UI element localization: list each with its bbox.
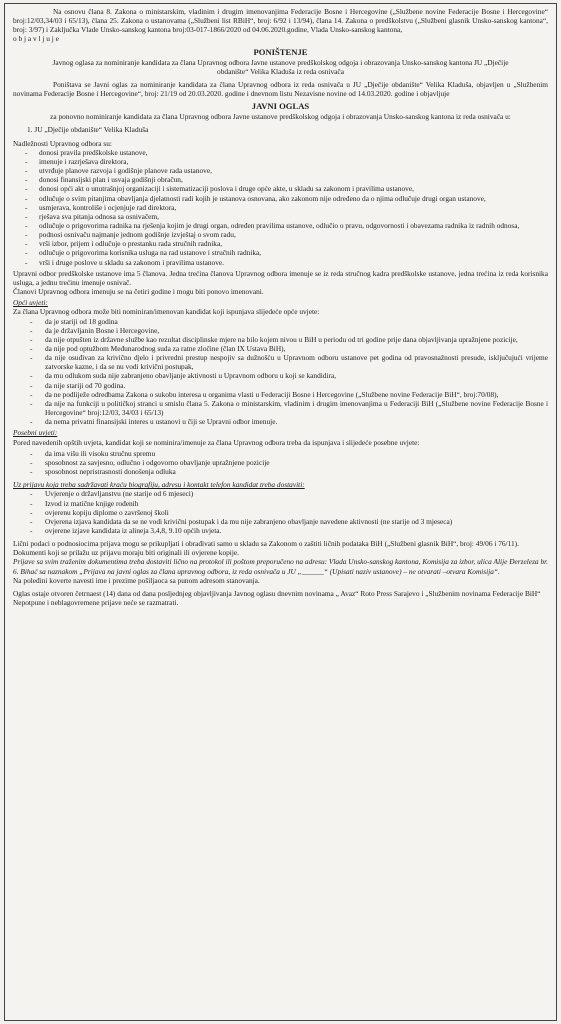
list-item: - da je državljanin Bosne i Hercegovine, — [13, 326, 548, 335]
list-item: - imenuje i razrješava direktora, — [13, 157, 548, 166]
personal-data-text: Lični podaci o podnosiocima prijava mogu se prikupljati i obrađivati samo u skladu sa Zakonom o zaštiti ličnih podataka BiH („Službeni glasnik BiH“, broj: 49/06 i 76/11). — [13, 539, 519, 549]
publishes-word: o b j a v l j u j e — [13, 34, 59, 44]
list-item: - donosi opći akt o unutrašnjoj organizaciji i sistematizaciji poslova i druge opće akte, u skladu sa zakonom i pravilima ustanove, — [13, 184, 548, 193]
institution-name: 1. JU „Dječije obdanište“ Velika Kladuša — [27, 125, 149, 135]
list-item: - podnosi osnivaču najmanje jednom godišnje izvještaj o svom radu, — [13, 230, 548, 239]
list-item: - ovjerenu kopiju diplome o završenoj školi — [13, 508, 548, 517]
list-item: - usmjerava, kontroliše i ocjenjuje rad direktora, — [13, 203, 548, 212]
list-item: - rješava sva pitanja odnosa sa osnivačem, — [13, 212, 548, 221]
list-item: - vrši i druge poslove u skladu sa zakonom i pravilima ustanove. — [13, 258, 548, 267]
competences-list — [13, 148, 548, 267]
envelope-text: Na poleđini koverte navesti ime i prezime pošiljaoca sa punom adresom stanovanja. — [13, 575, 260, 585]
annulment-text: Poništava se Javni oglas za nominiranje kandidata za člana Upravnog odbora iz reda osnivača u JU „Dječije obdanište“ Velika Kladuša, objavljen u „Službenim novinama Federacije Bosne i Hercegovine“, broj: 21/19 od 20.03.2020. godine i dnevnom listu Nezavisne novine od 14.03.2020. godine i objavljuje — [13, 79, 548, 99]
list-item: - da nije stariji od 70 godina. — [13, 381, 548, 390]
list-item: - da nije otpušten iz državne službe kao rezultat disciplinske mjere na bilo kojem nivou u BiH u periodu od tri godine prije dana objavljivanja upražnjene pozicije, — [13, 335, 548, 344]
incomplete-applications-text: Nepotpune i neblagovremene prijave neće se razmatrati. — [13, 598, 179, 608]
list-item: - da ima višu ili visoku stručnu spremu — [13, 449, 548, 458]
open-period-text: Oglas ostaje otvoren četrnaest (14) dana od dana posljednjeg objavljivanja Javnog oglasu dnevnim novinama „ Avaz“ Roto Press Sarajevo i „Službenim novinama Federacije BiH“ — [13, 588, 541, 598]
list-item: - sposobnost nepristrasnosti donošenja odluka — [13, 467, 548, 476]
documents-list — [13, 489, 548, 535]
annulment-subtitle: Javnog oglasa za nominiranje kandidata za člana Upravnog odbora Javne ustanove predškolskog odgoja i obrazovanja Unsko-sanskog kantona JU „Dječije obdanište“ Velika Kladuša iz reda osnivača — [52, 57, 509, 76]
list-item: - da nije pod optužbom Međunarodnog suda za ratne zločine (član IX Ustava BiH), — [13, 344, 548, 353]
list-item: - da je stariji od 18 godina — [13, 317, 548, 326]
general-conditions-heading: Opći uvjeti: — [13, 298, 48, 308]
special-conditions-list — [13, 449, 548, 476]
list-item: - Izvod iz matične knjige rođenih — [13, 499, 548, 508]
general-conditions-list — [13, 317, 548, 427]
list-item: - da ne podliježe odredbama Zakona o sukobu interesa u organima vlasti u Federaciji Bosne i Hercegovine („Službene novine Federacije BiH“, broj:70/08), — [13, 390, 548, 399]
annulment-title: PONIŠTENJE — [253, 46, 308, 57]
special-conditions-heading: Posebni uvjeti: — [13, 428, 58, 438]
list-item: - Ovjerena izjava kandidata da se ne vodi krivični postupak i da mu nije zabranjeno obavljanje navedene aktivnosti (ne starije od 3 mjeseca) — [13, 517, 548, 526]
list-item: - sposobnost za savjesno, odlučno i odgovorno obavljanje upražnjene pozicije — [13, 458, 548, 467]
composition-text: Upravni odbor predškolske ustanove ima 5 članova. Jedna trećina članova Upravnog odbora imenuje se iz reda stručnog kadra predškolske ustanove, jedna trećina iz reda korisnika usluga, a jednu trećinu imenuje osnivač. — [13, 268, 548, 287]
intro-paragraph: Na osnovu člana 8. Zakona o ministarskim, vladinim i drugim imenovanjima Federacije Bosne i Hercegovine („Službene novine Federacije Bosne i Hercegovine“ broj:12/03,34/03 i 65/13), člana 25. Zakona o ustanovama („Službeni list RBiH“, broj: 6/92 i 13/94), člana 14. Zakona o predškolstvu („Službeni glasnik Unsko-sanskog kantona“, broj: 3/97) i Zaključka Vlade Unsko-sanskog kantona broj:03-017-1866/2020 od 04.06.2020.godine, Vlada Unsko-sanskog kantona, — [13, 7, 548, 35]
list-item: - odlučuje o prigovorima radnika na rješenja kojim je drugi organ, određen pravilima ustanove, odlučio o pravu, odgovornosti i obavezama radnika iz radnih odnosa, — [13, 221, 548, 230]
list-item: - vrši izbor, prijem i odlučuje o prestanku rada stručnih radnika, — [13, 239, 548, 248]
term-text: Članovi Upravnog odbora imenuju se na četiri godine i mogu biti ponovo imenovani. — [13, 287, 264, 297]
list-item: - da nema privatni finansijski interes u ustanovi u čiji se Upravni odbor imenuje. — [13, 417, 548, 426]
documents-heading: Uz prijavu koja treba sadržavati kraću biografiju, adresu i kontakt telefon kandidat treba dostaviti: — [13, 480, 305, 490]
list-item: - ovjerene izjave kandidata iz alineja 3,4,8, 9.10 općih uvjeta. — [13, 526, 548, 535]
notice-title: JAVNI OGLAS — [251, 101, 310, 112]
list-item: - da mu odlukom suda nije zabranjeno obavljanje aktivnosti u Upravnom odboru u koji se kandidira, — [13, 371, 548, 380]
notice-subtitle: za ponovno nominiranje kandidata za člana Upravnog odbora Javne ustanove predškolskog odgoja i obrazovanja Unsko-sanskog kantona iz reda osnivača u: — [50, 112, 511, 122]
special-conditions-intro: Pored navedenih opštih uvjeta, kandidat koji se nominira/imenuje za člana Upravnog odbora treba da ispunjava i slijedeće posebne uvjete: — [13, 437, 420, 447]
list-item: - donosi finansijski plan i usvaja godišnji obračun, — [13, 175, 548, 184]
list-item: - da nije osuđivan za krivično djelo i privredni prestup nespojiv sa dužnošću u Upravnom odboru ustanove pet godina od pravosnažnosti presude, isključujući vrijeme zatvorske kazne, i da se nu vodi krivični postupak, — [13, 353, 548, 371]
list-item: - utvrđuje planove razvoja i godišnje planove rada ustanove, — [13, 166, 548, 175]
list-item: - donosi pravila predškolske ustanove, — [13, 148, 548, 157]
competences-heading: Nadležnosti Upravnog odbora su: — [13, 138, 112, 148]
list-item: - odlučuje o prigovorima korisnika usluga na rad ustanove i stručnih radnika, — [13, 248, 548, 257]
submission-text: Prijave sa svim traženim dokumentima treba dostaviti lično na protokol ili poštom preporučeno na adresu: Vlada Unsko-sanskog kantona, Komisija za izbor, ulica Alije Đerzeleza br. 6. Bihać sa naznakom „Prijava na javni oglas za člana upravnog odbora, iz reda osnivača u JU „______“ (Upisati naziv ustanove) – ne otvarati –otvara Komisija“. — [13, 557, 548, 576]
list-item: - Uvjerenje o državljanstvu (ne starije od 6 mjeseci) — [13, 489, 548, 498]
list-item: - da nije na funkciji u političkoj stranci u smislu člana 5. Zakona o ministarskim, vladinim i drugim imenovanjima u Federaciji BiH („Službene novine Federacije Bosne i Hercegovine“ broj:12/03, 34/03 i 65/13) — [13, 399, 548, 417]
list-item: - odlučuje o svim pitanjima obavljanja djelatnosti radi kojih je ustanova osnovana, ako zakonom nije određeno da o njima odlučuje drugi organ ustanove, — [13, 194, 548, 203]
documents-originals-text: Dokumenti koji se prilažu uz prijavu moraju biti originali ili ovjerene kopije. — [13, 548, 239, 558]
gazette-page — [4, 3, 557, 1021]
general-conditions-intro: Za člana Upravnog odbora može biti nominiran/imenovan kandidat koji ispunjava slijedeće opće uvjete: — [13, 307, 320, 317]
